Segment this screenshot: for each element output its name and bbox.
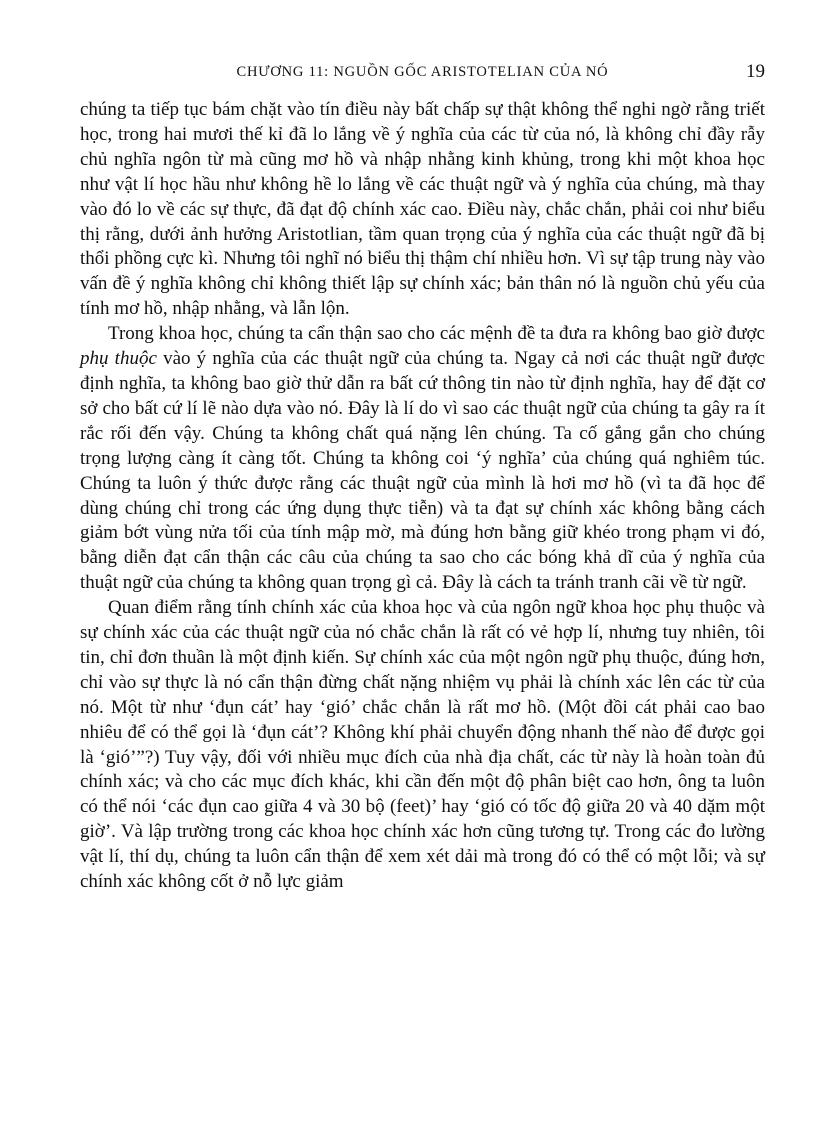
paragraph-3 <box>80 596 765 895</box>
chapter-title: CHƯƠNG 11: NGUỒN GỐC ARISTOTELIAN CỦA NÓ <box>236 64 609 80</box>
paragraph-3-text: Quan điểm rằng tính chính xác của khoa học và của ngôn ngữ khoa học phụ thuộc và sự chính xác của các thuật ngữ của nó chắc chắn là rất có vẻ hợp lí, nhưng tuy nhiên, tôi tin, chỉ đơn thuần là một định kiến. Sự chính xác của một ngôn ngữ phụ thuộc, đúng hơn, chỉ vào sự thực là nó cẩn thận đừng chất nặng nhiệm vụ phải là chính xác lên các từ của nó. Một từ như ‘đụn cát’ hay ‘gió’ chắc chắn là rất mơ hồ. (Một đồi cát phải cao bao nhiêu để có thể gọi là ‘đụn cát’? Không khí phải chuyển động nhanh thế nào để được gọi là ‘gió’”?) Tuy vậy, đối với nhiều mục đích của nhà địa chất, các từ này là hoàn toàn đủ chính xác; và cho các mục đích khác, khi cần đến một độ phân biệt cao hơn, ông ta luôn có thể nói ‘các đụn cao giữa 4 và 30 bộ (feet)’ hay ‘gió có tốc độ giữa 20 và 40 dặm một giờ’. Và lập trường trong các khoa học chính xác hơn cũng tương tự. Trong các đo lường vật lí, thí dụ, chúng ta luôn cẩn thận để xem xét dải mà trong đó có thể có một lỗi; và sự chính xác không cốt ở nỗ lực giảm <box>80 597 765 893</box>
paragraph-2 <box>80 322 765 596</box>
paragraph-2-text-after: vào ý nghĩa của các thuật ngữ của chúng ta. Ngay cả nơi các thuật ngữ được định nghĩa, ta không bao giờ thử dẫn ra bất cứ thông tin nào từ định nghĩa, hay để đặt cơ sở cho bất cứ lí lẽ nào dựa vào nó. Đây là lí do vì sao các thuật ngữ của chúng ta gây ra ít rắc rối đến vậy. Chúng ta không chất quá nặng lên chúng. Ta cố gắng gắn cho chúng trọng lượng càng ít càng tốt. Chúng ta không coi ‘ý nghĩa’ của chúng quá nghiêm túc. Chúng ta luôn ý thức được rằng các thuật ngữ của mình là hơi mơ hồ (vì ta đã học để dùng chúng chỉ trong các ứng dụng thực tiễn) và ta đạt sự chính xác không bằng cách giảm bớt vùng nửa tối của tính mập mờ, mà đúng hơn bằng giữ khéo trong phạm vi đó, bằng diễn đạt cẩn thận các câu của chúng ta sao cho các bóng khả dĩ của ý nghĩa của thuật ngữ của chúng ta không quan trọng gì cả. Đây là cách ta tránh tranh cãi về từ ngữ. <box>80 348 765 594</box>
running-header <box>80 58 765 88</box>
paragraph-2-emphasis: phụ thuộc <box>80 348 157 370</box>
document-page <box>80 58 765 895</box>
page-number: 19 <box>746 61 765 82</box>
paragraph-1 <box>80 98 765 322</box>
paragraph-2-text-before: Trong khoa học, chúng ta cẩn thận sao cho các mệnh đề ta đưa ra không bao giờ được <box>108 323 765 345</box>
body-text <box>80 98 765 895</box>
paragraph-1-text: chúng ta tiếp tục bám chặt vào tín điều này bất chấp sự thật không thể nghi ngờ rằng triết học, trong hai mươi thế kỉ đã lo lắng về ý nghĩa của các từ của nó, là không chỉ đầy rẫy chủ nghĩa ngôn từ mà cũng mơ hồ và nhập nhằng kinh khủng, trong khi một khoa học như vật lí học hầu như không hề lo lắng về các thuật ngữ và ý nghĩa của chúng, mà thay vào đó lo về các sự thực, đã đạt độ chính xác cao. Điều này, chắc chắn, phải coi như biểu thị rằng, dưới ảnh hưởng Aristotlian, tầm quan trọng của ý nghĩa của các thuật ngữ đã bị thổi phồng cực kì. Nhưng tôi nghĩ nó biểu thị thậm chí nhiều hơn. Vì sự tập trung này vào vấn đề ý nghĩa không chỉ không thiết lập sự chính xác; bản thân nó là nguồn chủ yếu của tính mơ hồ, nhập nhằng, và lẫn lộn. <box>80 99 765 320</box>
